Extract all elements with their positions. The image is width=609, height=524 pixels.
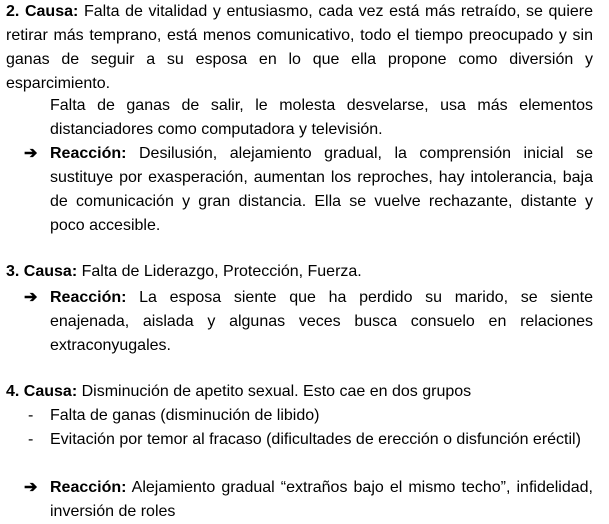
section-3-reaction: [24, 286, 593, 358]
section-2-cause: [6, 0, 593, 96]
bullet-text: Falta de ganas (disminución de libido): [50, 407, 320, 424]
reaction-label: Reacción:: [50, 145, 127, 162]
section-4-cause: [6, 380, 593, 404]
section-number: 4.: [6, 383, 20, 400]
bullet-item: [28, 428, 593, 452]
reaction-label: Reacción:: [50, 289, 127, 306]
cause-text: Disminución de apetito sexual. Esto cae en dos grupos: [77, 383, 472, 400]
bullet-text: Evitación por temor al fracaso (dificultades de erección o disfunción eréctil): [50, 431, 581, 448]
cause-label: Causa:: [23, 383, 78, 400]
reaction-text: La esposa siente que ha perdido su marido, se siente enajenada, aislada y algunas veces busca consuelo en relaciones extraconyugales.: [50, 289, 593, 354]
section-2-reaction: [24, 142, 593, 238]
arrow-right-icon: ➔: [24, 479, 38, 496]
cause-label: Causa:: [23, 263, 78, 280]
section-2-extra: [50, 94, 593, 142]
cause-text: Falta de Liderazgo, Protección, Fuerza.: [77, 263, 362, 280]
reaction-text: Desilusión, alejamiento gradual, la comprensión inicial se sustituye por exasperación, aumentan los reproches, hay intolerancia, baja de comunicación y gran distancia. Ella se vuelve rechazante, distante y poco accesible.: [50, 145, 593, 234]
arrow-right-icon: ➔: [24, 145, 38, 162]
section-number: 3.: [6, 263, 20, 280]
bullet-item: [28, 404, 593, 428]
section-3-cause: [6, 260, 593, 284]
reaction-label: Reacción:: [50, 479, 127, 496]
dash-bullet-icon: -: [28, 431, 34, 448]
dash-bullet-icon: -: [28, 407, 34, 424]
cause-text: Falta de vitalidad y entusiasmo, cada vez está más retraído, se quiere retirar más temprano, está menos comunicativo, todo el tiempo preocupado y sin ganas de seguir a su esposa en lo que ella propone como diversión y esparcimiento.: [6, 3, 594, 92]
extra-text: Falta de ganas de salir, le molesta desvelarse, usa más elementos distanciadores como computadora y televisión.: [50, 97, 593, 138]
arrow-right-icon: ➔: [24, 289, 38, 306]
section-4-reaction: [24, 476, 593, 524]
cause-label: Causa:: [24, 3, 79, 20]
reaction-text: Alejamiento gradual “extraños bajo el mismo techo”, infidelidad, inversión de roles: [50, 479, 593, 520]
section-number: 2.: [6, 3, 20, 20]
